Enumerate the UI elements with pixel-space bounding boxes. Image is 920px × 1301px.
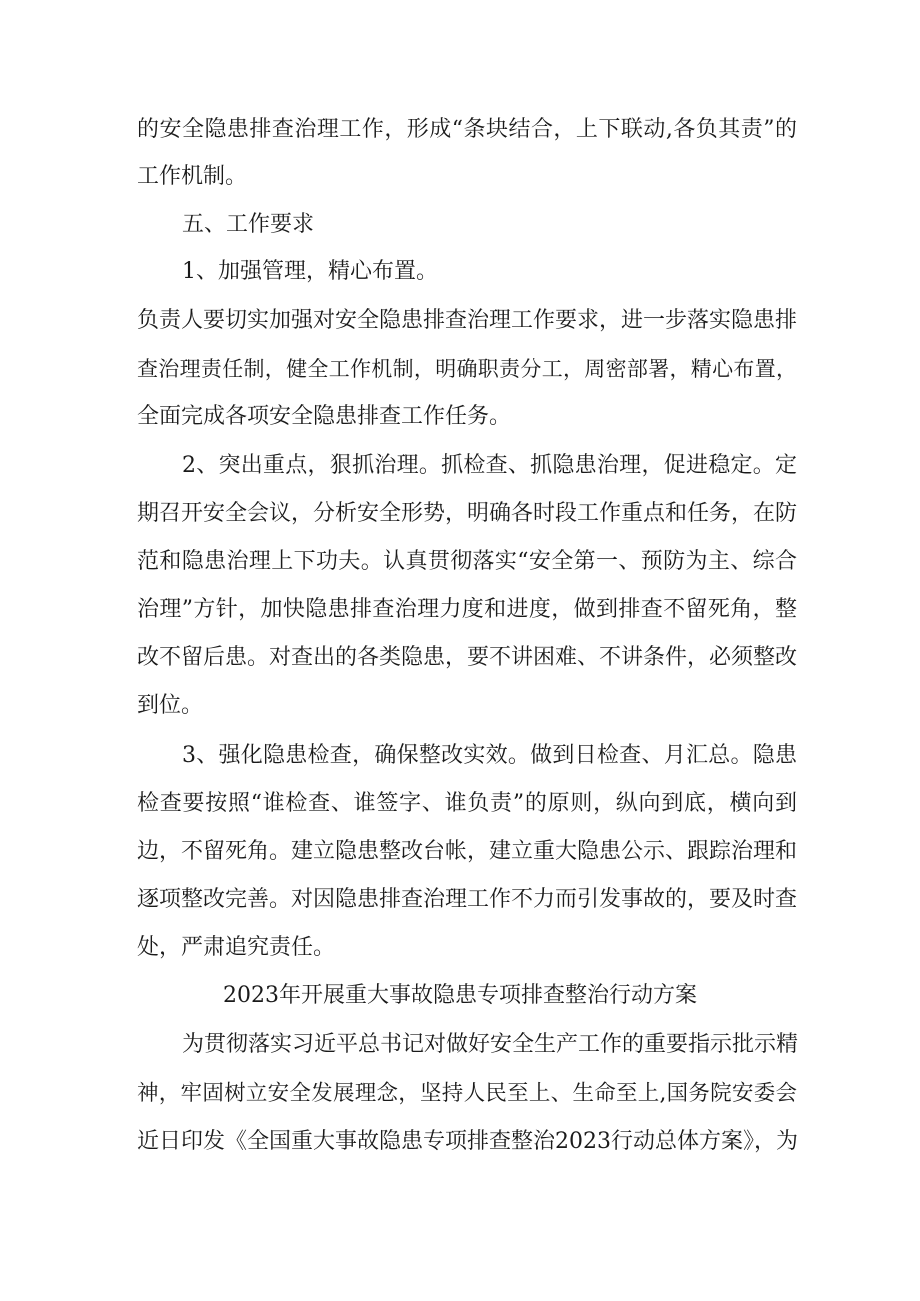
text-line: 处，严肃追究责任。 <box>137 935 336 960</box>
text-line: 边，不留死角。建立隐患整改台帐，建立重大隐患公示、跟踪治理和 <box>137 839 798 864</box>
text-line: 2、突出重点，狠抓治理。抓检查、抓隐患治理，促进稳定。定 <box>182 453 797 478</box>
text-line: 改不留后患。对查出的各类隐患，要不讲困难、不讲条件，必须整改 <box>137 645 798 670</box>
text-line: 近日印发《全国重大事故隐患专项排查整治2023行动总体方案》，为 <box>137 1129 798 1154</box>
text-line: 治理”方针，加快隐患排查治理力度和进度，做到排查不留死角，整 <box>137 597 797 622</box>
text-line: 查治理责任制，健全工作机制，明确职责分工，周密部署，精心布置， <box>137 357 797 381</box>
section-heading: 五、工作要求 <box>182 212 315 237</box>
text-line: 检查要按照“谁检查、谁签字、谁负责”的原则，纵向到底，横向到 <box>137 791 797 816</box>
text-line: 期召开安全会议，分析安全形势，明确各时段工作重点和任务，在防 <box>137 501 798 526</box>
text-line: 为贯彻落实习近平总书记对做好安全生产工作的重要指示批示精 <box>182 1032 799 1057</box>
text-line: 3、强化隐患检查，确保整改实效。做到日检查、月汇总。隐患 <box>182 743 797 768</box>
subsection-heading: 1、加强管理，精心布置。 <box>182 259 438 284</box>
text-line: 范和隐患治理上下功夫。认真贯彻落实“安全第一、预防为主、综合 <box>137 549 797 574</box>
document-title: 2023年开展重大事故隐患专项排查整治行动方案 <box>223 983 697 1008</box>
text-line: 逐项整改完善。对因隐患排查治理工作不力而引发事故的，要及时查 <box>137 887 798 912</box>
text-line: 的安全隐患排查治理工作，形成“条块结合，上下联动,各负其责”的 <box>137 117 797 142</box>
text-line: 神，牢固树立安全发展理念，坚持人民至上、生命至上,国务院安委会 <box>137 1081 797 1106</box>
text-line: 负责人要切实加强对安全隐患排查治理工作要求，进一步落实隐患排 <box>137 308 798 333</box>
text-line: 到位。 <box>137 693 204 718</box>
text-line: 工作机制。 <box>137 164 248 189</box>
text-line: 全面完成各项安全隐患排查工作任务。 <box>137 404 512 429</box>
